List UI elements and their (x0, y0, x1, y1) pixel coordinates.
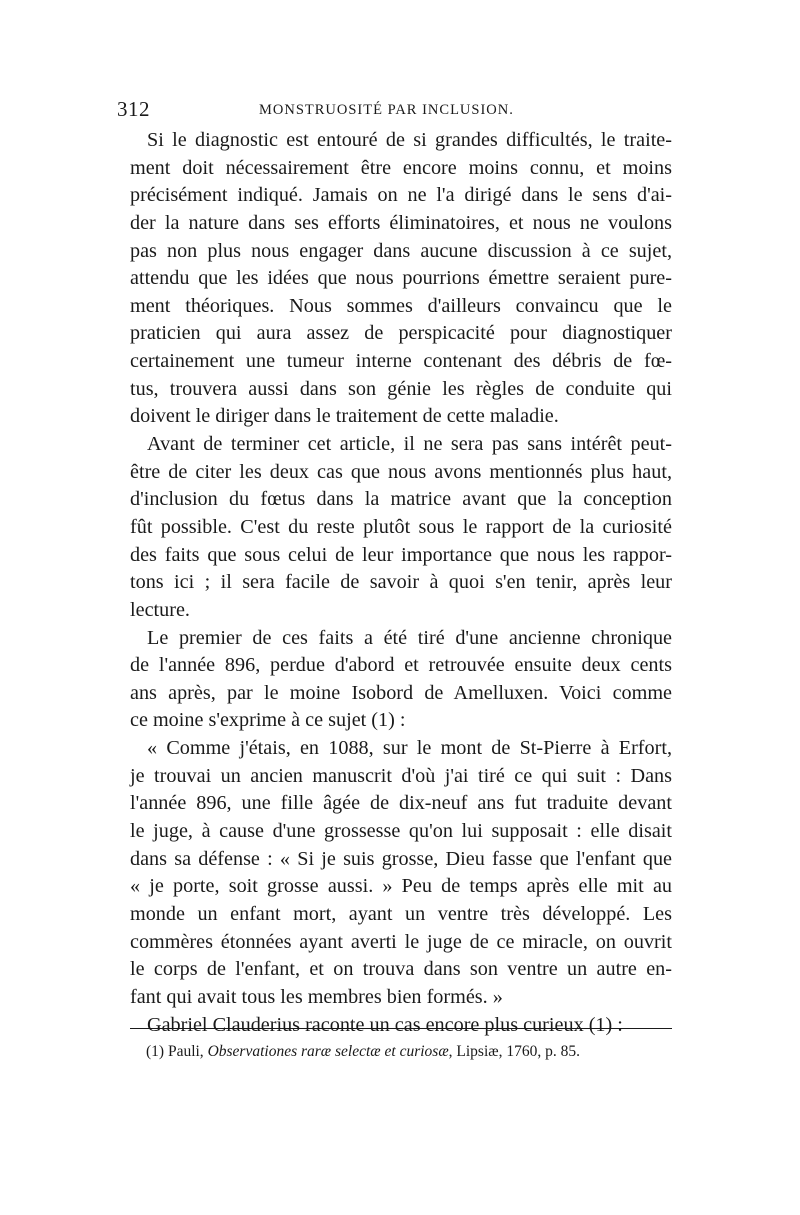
text-line-17: tons ici ; il sera facile de savoir à quoi s'en tenir, après leur (130, 571, 672, 594)
text-line-20: de l'année 896, perdue d'abord et retrouvée ensuite deux cents (130, 654, 672, 677)
text-line-27: dans sa défense : « Si je suis grosse, Dieu fasse que l'enfant que (130, 847, 672, 870)
text-line-32: fant qui avait tous les membres bien formés. » (130, 985, 503, 1008)
text-line-10: tus, trouvera aussi dans son génie les règles de conduite qui (130, 377, 672, 400)
text-line-16: des faits que sous celui de leur importance que nous les rappor- (130, 543, 672, 566)
text-line-22: ce moine s'exprime à ce sujet (1) : (130, 709, 406, 732)
text-line-31: le corps de l'enfant, et on trouva dans son ventre un autre en- (130, 958, 672, 981)
text-line-3: précisément indiqué. Jamais on ne l'a dirigé dans le sens d'ai- (130, 184, 672, 207)
text-line-15: fût possible. C'est du reste plutôt sous le rapport de la curiosité (130, 515, 672, 538)
text-line-4: der la nature dans ses efforts éliminatoires, et nous ne voulons (130, 211, 672, 234)
text-line-21: ans après, par le moine Isobord de Amelluxen. Voici comme (130, 681, 672, 704)
text-line-6: attendu que les idées que nous pourrions émettre seraient pure- (130, 267, 672, 290)
text-line-25: l'année 896, une fille âgée de dix-neuf ans fut traduite devant (130, 792, 672, 815)
text-line-12: Avant de terminer cet article, il ne sera pas sans intérêt peut- (147, 433, 672, 456)
text-line-9: certainement une tumeur interne contenant des débris de fœ- (130, 350, 672, 373)
footnote-title: Observationes raræ selectæ et curiosæ (207, 1043, 449, 1060)
text-line-8: praticien qui aura assez de perspicacité pour diagnostiquer (130, 322, 672, 345)
text-line-7: ment théoriques. Nous sommes d'ailleurs convaincu que le (130, 294, 672, 317)
text-line-33: Gabriel Clauderius raconte un cas encore plus curieux (1) : (147, 1013, 623, 1036)
text-line-29: monde un enfant mort, ayant un ventre très développé. Les (130, 902, 672, 925)
text-line-24: je trouvai un ancien manuscrit d'où j'ai tiré ce qui suit : Dans (130, 764, 672, 787)
footnote-details: , Lipsiæ, 1760, p. 85. (448, 1043, 580, 1060)
footnote-rule (130, 1028, 672, 1029)
footnote-marker: (1) Pauli, (146, 1043, 204, 1060)
page-number: 312 (117, 97, 150, 121)
text-line-2: ment doit nécessairement être encore moins connu, et moins (130, 156, 672, 179)
text-line-14: d'inclusion du fœtus dans la matrice avant que la conception (130, 488, 672, 511)
text-line-5: pas non plus nous engager dans aucune discussion à ce sujet, (130, 239, 672, 262)
text-line-30: commères étonnées ayant averti le juge de ce miracle, on ouvrit (130, 930, 672, 953)
text-line-1: Si le diagnostic est entouré de si grandes difficultés, le traite- (147, 129, 672, 151)
text-line-11: doivent le diriger dans le traitement de cette maladie. (130, 405, 559, 428)
running-title: MONSTRUOSITÉ PAR INCLUSION. (259, 102, 514, 118)
text-line-13: être de citer les deux cas que nous avons mentionnés plus haut, (130, 460, 672, 483)
text-line-19: Le premier de ces faits a été tiré d'une ancienne chronique (147, 626, 672, 649)
text-line-26: le juge, à cause d'une grossesse qu'on lui supposait : elle disait (130, 820, 672, 843)
footnote (146, 1041, 672, 1063)
text-line-23: « Comme j'étais, en 1088, sur le mont de St-Pierre à Erfort, (147, 737, 672, 760)
text-line-28: « je porte, soit grosse aussi. » Peu de temps après elle mit au (130, 875, 672, 898)
running-head (117, 97, 672, 123)
text-line-18: lecture. (130, 598, 190, 621)
body-text (130, 127, 672, 1039)
